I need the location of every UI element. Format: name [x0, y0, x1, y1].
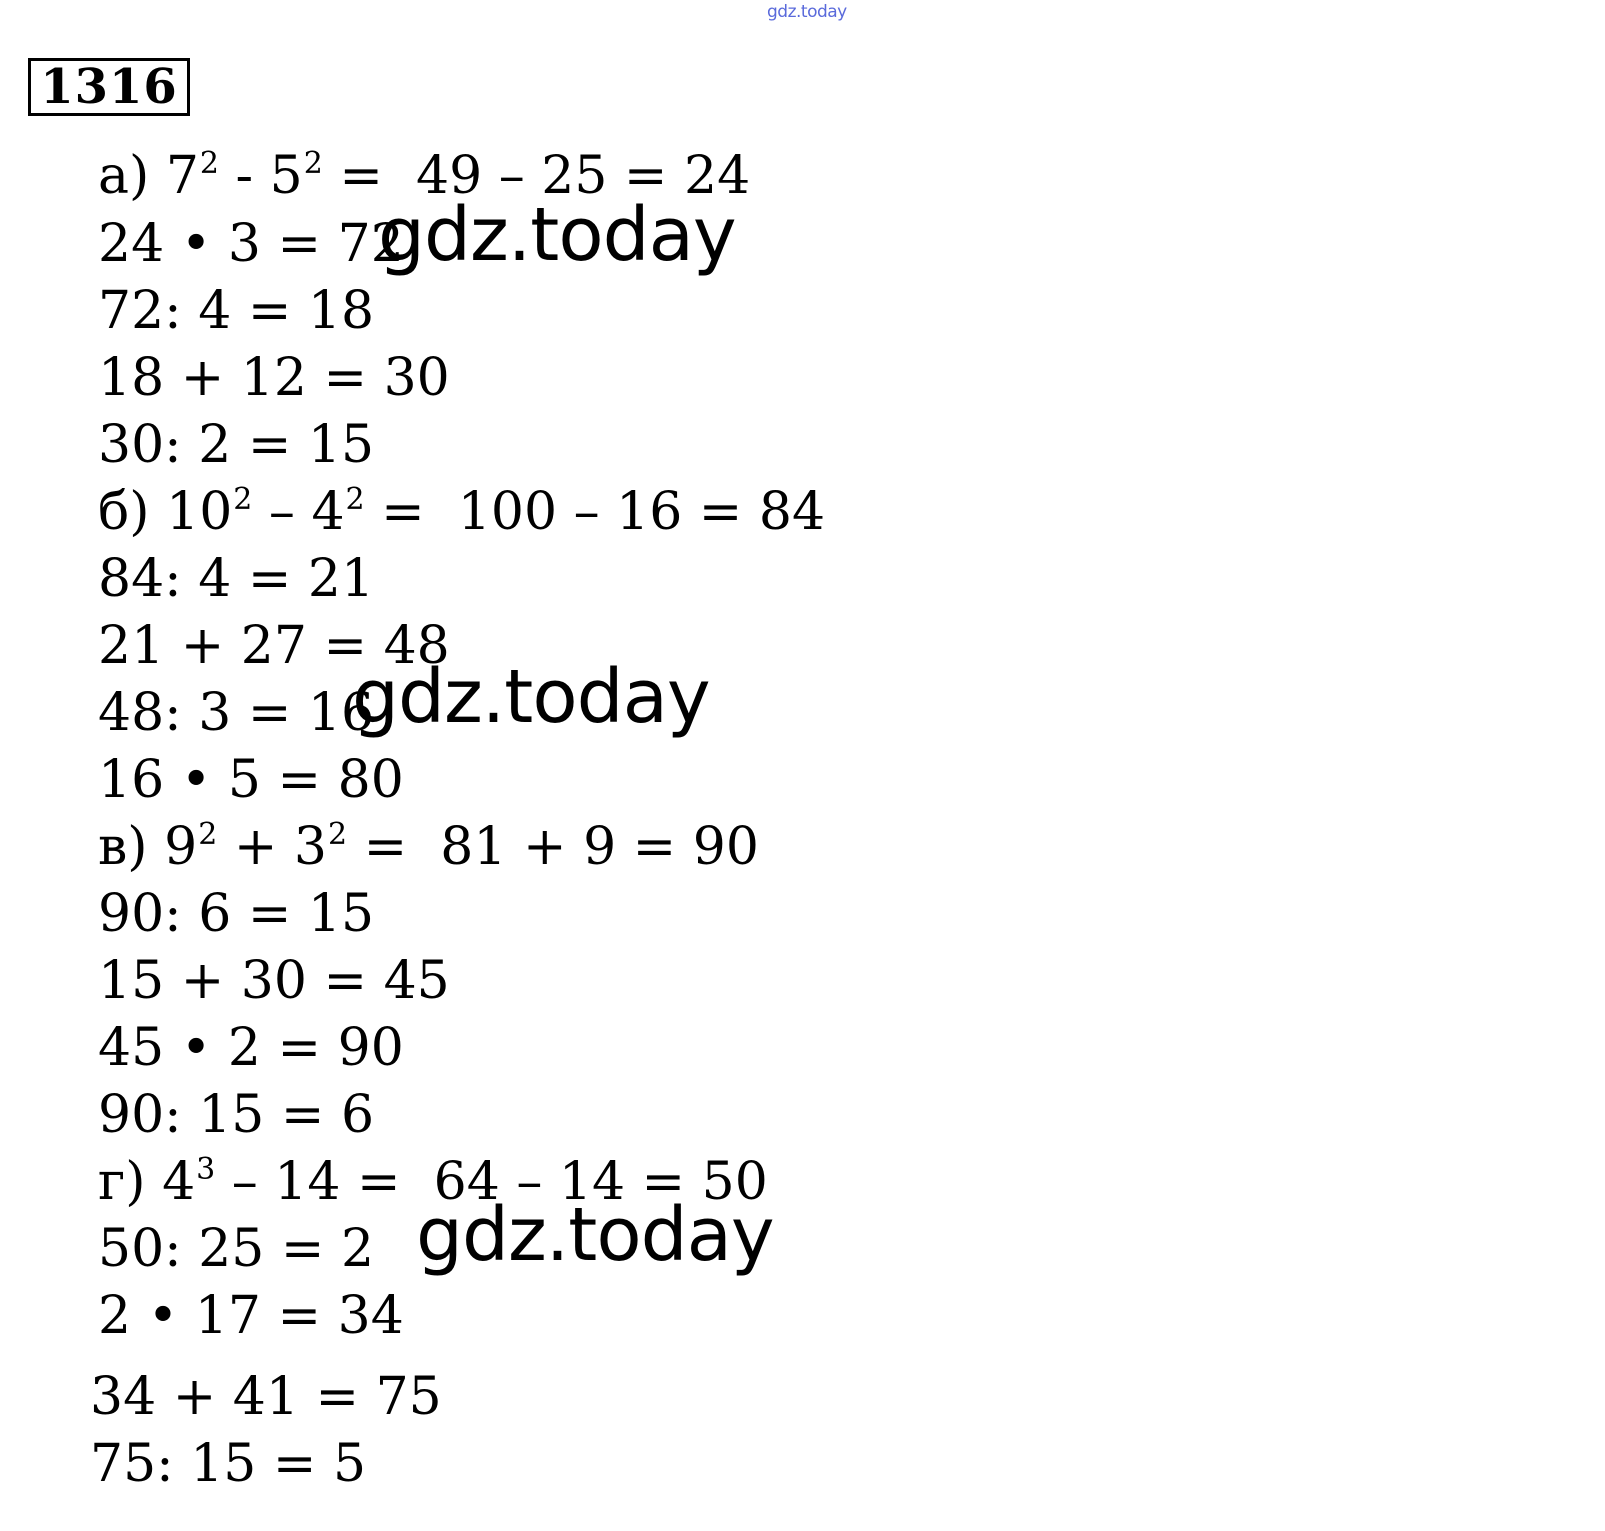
part-c-rest: = 81 + 9 = 90 — [363, 817, 759, 877]
part-d-step: 75: 15 = 5 — [90, 1434, 367, 1494]
watermark-text: gdz.today — [416, 1192, 774, 1278]
part-a-exp2: 2 — [303, 146, 323, 181]
part-a-step: 18 + 12 = 30 — [98, 348, 450, 408]
part-a-step: 72: 4 = 18 — [98, 281, 375, 341]
part-a-label: а) — [98, 146, 150, 206]
part-c-base2: 3 — [293, 817, 328, 877]
part-c-op: + — [233, 817, 278, 877]
part-c-equation — [98, 817, 759, 877]
part-d-exp1: 3 — [196, 1152, 216, 1187]
part-a-rest: = 49 – 25 = 24 — [339, 146, 751, 206]
part-d-step: 50: 25 = 2 — [98, 1219, 375, 1279]
part-d-step: 2 • 17 = 34 — [98, 1286, 404, 1346]
part-c-exp2: 2 — [328, 817, 348, 852]
part-a-exp1: 2 — [199, 146, 220, 181]
watermark-text: gdz.today — [378, 192, 736, 278]
part-a-base1: 7 — [165, 146, 199, 206]
part-a-step: 30: 2 = 15 — [98, 415, 375, 475]
part-b-label: б) — [98, 482, 150, 542]
part-c-step: 90: 15 = 6 — [98, 1085, 375, 1145]
part-a-step: 24 • 3 = 72 — [98, 214, 404, 274]
part-c-step: 45 • 2 = 90 — [98, 1018, 404, 1078]
part-d-label: г) — [98, 1152, 146, 1212]
problem-number: 1316 — [28, 58, 190, 116]
part-b-step: 21 + 27 = 48 — [98, 616, 450, 676]
part-b-op: – — [268, 482, 295, 542]
part-c-step: 15 + 30 = 45 — [98, 951, 450, 1011]
part-b-step: 84: 4 = 21 — [98, 549, 375, 609]
part-a-op: - — [235, 146, 254, 206]
part-d-base1: 4 — [162, 1152, 196, 1212]
part-b-exp1: 2 — [233, 482, 253, 517]
part-c-exp1: 2 — [198, 817, 218, 852]
part-c-step: 90: 6 = 15 — [98, 884, 375, 944]
part-b-equation — [98, 482, 826, 542]
part-c-label: в) — [98, 817, 148, 877]
part-b-step: 16 • 5 = 80 — [98, 750, 404, 810]
part-b-exp2: 2 — [345, 482, 365, 517]
part-c-base1: 9 — [164, 817, 198, 877]
part-b-base1: 10 — [166, 482, 233, 542]
header-watermark: gdz.today — [767, 2, 847, 22]
part-b-rest: = 100 – 16 = 84 — [381, 482, 826, 542]
part-d-rest: – 14 = 64 – 14 = 50 — [231, 1152, 768, 1212]
watermark-text: gdz.today — [352, 654, 710, 740]
part-b-base2: 4 — [311, 482, 345, 542]
part-d-step: 34 + 41 = 75 — [90, 1367, 442, 1427]
part-a-base2: 5 — [269, 146, 303, 206]
part-b-step: 48: 3 = 16 — [98, 683, 375, 743]
